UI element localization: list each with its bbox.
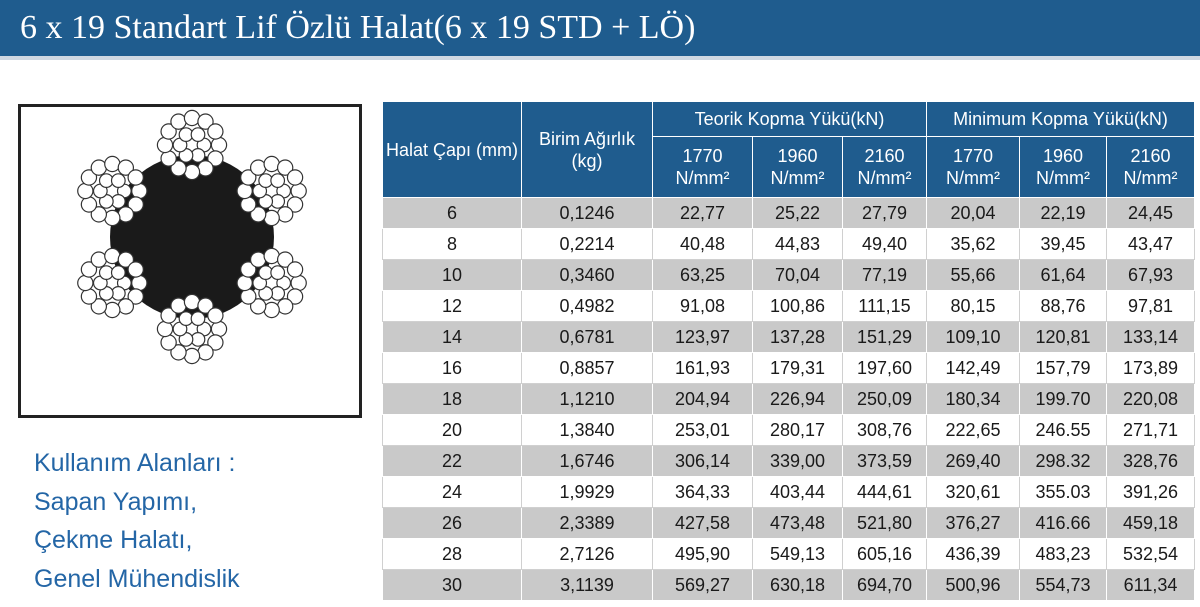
table-cell: 269,40 (927, 446, 1020, 477)
table-cell: 220,08 (1107, 384, 1195, 415)
table-cell: 26 (383, 508, 522, 539)
table-cell: 0,2214 (522, 229, 653, 260)
wire (191, 128, 205, 142)
table-cell: 80,15 (927, 291, 1020, 322)
table-cell: 24,45 (1107, 198, 1195, 229)
table-cell: 298.32 (1020, 446, 1107, 477)
table-cell: 6 (383, 198, 522, 229)
table-cell: 253,01 (653, 415, 753, 446)
table-cell: 16 (383, 353, 522, 384)
wire (278, 207, 293, 222)
table-cell: 391,26 (1107, 477, 1195, 508)
table-cell: 197,60 (843, 353, 927, 384)
table-cell: 111,15 (843, 291, 927, 322)
table-cell: 67,93 (1107, 260, 1195, 291)
table-cell: 271,71 (1107, 415, 1195, 446)
table-cell: 226,94 (753, 384, 843, 415)
wire (291, 275, 306, 290)
table-cell: 173,89 (1107, 353, 1195, 384)
usage-item-towing: Çekme Halatı, (34, 526, 193, 554)
table-cell: 569,27 (653, 570, 753, 601)
table-cell: 532,54 (1107, 539, 1195, 570)
wire (264, 210, 279, 225)
wire (132, 275, 147, 290)
wire (287, 170, 302, 185)
wire (161, 335, 176, 350)
table-row (383, 322, 1195, 353)
wire (184, 294, 199, 309)
wire (211, 321, 226, 336)
table-row (383, 415, 1195, 446)
wire (157, 137, 172, 152)
table-cell: 27,79 (843, 198, 927, 229)
table-cell: 320,61 (927, 477, 1020, 508)
header-grade-minimum-1960 (1020, 137, 1107, 198)
wire (191, 312, 205, 326)
table-cell: 308,76 (843, 415, 927, 446)
wire (271, 174, 285, 188)
wire (208, 308, 223, 323)
table-cell: 473,48 (753, 508, 843, 539)
table-cell: 436,39 (927, 539, 1020, 570)
table-cell: 1,6746 (522, 446, 653, 477)
table-cell: 403,44 (753, 477, 843, 508)
table-cell: 120,81 (1020, 322, 1107, 353)
table-cell: 40,48 (653, 229, 753, 260)
header-grade-theoretical-1770 (653, 137, 753, 198)
rope-cross-section-icon (21, 107, 359, 415)
table-cell: 100,86 (753, 291, 843, 322)
wire (184, 348, 199, 363)
table-cell: 549,13 (753, 539, 843, 570)
usage-areas (34, 444, 240, 598)
rope-illustration-frame (18, 104, 362, 418)
table-cell: 355.03 (1020, 477, 1107, 508)
wire (157, 321, 172, 336)
table-cell: 0,3460 (522, 260, 653, 291)
grade-unit: N/mm² (857, 168, 912, 188)
header-diameter: Halat Çapı (mm) (383, 102, 522, 198)
table-cell: 70,04 (753, 260, 843, 291)
table-cell: 0,8857 (522, 353, 653, 384)
wire (291, 183, 306, 198)
table-cell: 280,17 (753, 415, 843, 446)
page-title: 6 x 19 Standart Lif Özlü Halat(6 x 19 STD + LÖ) (0, 0, 1200, 56)
table-row (383, 539, 1195, 570)
wire (237, 183, 252, 198)
wire (78, 275, 93, 290)
table-cell: 416.66 (1020, 508, 1107, 539)
table-cell: 88,76 (1020, 291, 1107, 322)
table-cell: 157,79 (1020, 353, 1107, 384)
title-divider (0, 56, 1200, 60)
wire (237, 275, 252, 290)
wire (105, 248, 120, 263)
wire (264, 248, 279, 263)
table-row (383, 260, 1195, 291)
table-cell: 133,14 (1107, 322, 1195, 353)
table-cell: 63,25 (653, 260, 753, 291)
header-grade-minimum-2160 (1107, 137, 1195, 198)
table-cell: 142,49 (927, 353, 1020, 384)
table-cell: 30 (383, 570, 522, 601)
table-cell: 2,7126 (522, 539, 653, 570)
table-cell: 8 (383, 229, 522, 260)
table-cell: 43,47 (1107, 229, 1195, 260)
header-grade-minimum-1770 (927, 137, 1020, 198)
table-cell: 180,34 (927, 384, 1020, 415)
breaking-load-table (382, 101, 1195, 601)
wire (91, 252, 106, 267)
wire (128, 262, 143, 277)
table-row (383, 384, 1195, 415)
table-cell: 20 (383, 415, 522, 446)
wire (251, 160, 266, 175)
wire (105, 156, 120, 171)
wire (105, 210, 120, 225)
wire (118, 299, 133, 314)
table-cell: 427,58 (653, 508, 753, 539)
table-cell: 373,59 (843, 446, 927, 477)
table-cell: 459,18 (1107, 508, 1195, 539)
table-cell: 376,27 (927, 508, 1020, 539)
table-cell: 1,9929 (522, 477, 653, 508)
wire (264, 156, 279, 171)
table-cell: 0,4982 (522, 291, 653, 322)
table-cell: 49,40 (843, 229, 927, 260)
table-cell: 306,14 (653, 446, 753, 477)
table-cell: 91,08 (653, 291, 753, 322)
table-cell: 24 (383, 477, 522, 508)
table-cell: 61,64 (1020, 260, 1107, 291)
wire (271, 266, 285, 280)
wire (211, 137, 226, 152)
table-cell: 10 (383, 260, 522, 291)
table-cell: 35,62 (927, 229, 1020, 260)
header-grade-theoretical-1960 (753, 137, 843, 198)
header-grade-theoretical-2160 (843, 137, 927, 198)
table-cell: 22 (383, 446, 522, 477)
table-cell: 0,1246 (522, 198, 653, 229)
wire (112, 174, 126, 188)
table-cell: 20,04 (927, 198, 1020, 229)
usage-item-sling: Sapan Yapımı, (34, 487, 198, 516)
table-row (383, 508, 1195, 539)
wire (81, 289, 96, 304)
table-cell: 14 (383, 322, 522, 353)
grade-value: 2160 (1130, 146, 1171, 166)
table-cell: 0,6781 (522, 322, 653, 353)
table-cell: 204,94 (653, 384, 753, 415)
table-cell: 18 (383, 384, 522, 415)
table-row (383, 229, 1195, 260)
table-cell: 364,33 (653, 477, 753, 508)
wire (278, 299, 293, 314)
table-cell: 22,19 (1020, 198, 1107, 229)
usage-heading: Kullanım Alanları : (34, 449, 236, 477)
wire (241, 289, 256, 304)
table-cell: 483,23 (1020, 539, 1107, 570)
header-unit-weight: Birim Ağırlık (kg) (522, 102, 653, 198)
table-row (383, 446, 1195, 477)
grade-unit: N/mm² (946, 168, 1000, 188)
grade-value: 1770 (952, 146, 994, 166)
wire (208, 124, 223, 139)
table-cell: 611,34 (1107, 570, 1195, 601)
table-cell: 339,00 (753, 446, 843, 477)
header-theoretical-breaking-load: Teorik Kopma Yükü(kN) (653, 102, 927, 137)
wire (81, 197, 96, 212)
grade-unit: N/mm² (770, 168, 825, 188)
table-cell: 39,45 (1020, 229, 1107, 260)
wire (112, 266, 126, 280)
table-cell: 97,81 (1107, 291, 1195, 322)
table-cell: 123,97 (653, 322, 753, 353)
table-cell: 328,76 (1107, 446, 1195, 477)
table-cell: 250,09 (843, 384, 927, 415)
grade-unit: N/mm² (675, 168, 730, 188)
wire (287, 262, 302, 277)
table-row (383, 291, 1195, 322)
wire (171, 114, 186, 129)
table-cell: 22,77 (653, 198, 753, 229)
wire (251, 252, 266, 267)
table-cell: 199.70 (1020, 384, 1107, 415)
table-row (383, 353, 1195, 384)
header-minimum-breaking-load: Minimum Kopma Yükü(kN) (927, 102, 1195, 137)
wire (105, 302, 120, 317)
table-cell: 554,73 (1020, 570, 1107, 601)
table-cell: 3,1139 (522, 570, 653, 601)
table-cell: 444,61 (843, 477, 927, 508)
table-cell: 28 (383, 539, 522, 570)
grade-value: 1770 (682, 146, 723, 166)
grade-unit: N/mm² (1036, 168, 1090, 188)
wire (198, 161, 213, 176)
table-cell: 2,3389 (522, 508, 653, 539)
table-cell: 222,65 (927, 415, 1020, 446)
wire (264, 302, 279, 317)
grade-unit: N/mm² (1123, 168, 1178, 188)
wire (184, 110, 199, 125)
wire (91, 160, 106, 175)
wire (161, 151, 176, 166)
table-cell: 77,19 (843, 260, 927, 291)
table-cell: 179,31 (753, 353, 843, 384)
table-cell: 495,90 (653, 539, 753, 570)
wire (184, 164, 199, 179)
table-cell: 521,80 (843, 508, 927, 539)
wire (78, 183, 93, 198)
table-cell: 25,22 (753, 198, 843, 229)
grade-value: 2160 (864, 146, 905, 166)
table-cell: 161,93 (653, 353, 753, 384)
wire (128, 170, 143, 185)
table-cell: 12 (383, 291, 522, 322)
table-cell: 137,28 (753, 322, 843, 353)
wire (241, 197, 256, 212)
table-cell: 109,10 (927, 322, 1020, 353)
table-cell: 1,3840 (522, 415, 653, 446)
table-cell: 500,96 (927, 570, 1020, 601)
grade-value: 1960 (777, 146, 818, 166)
wire (132, 183, 147, 198)
table-row (383, 198, 1195, 229)
table-cell: 605,16 (843, 539, 927, 570)
wire (118, 207, 133, 222)
grade-value: 1960 (1042, 146, 1084, 166)
table-cell: 1,1210 (522, 384, 653, 415)
table-cell: 694,70 (843, 570, 927, 601)
wire (198, 345, 213, 360)
table-cell: 55,66 (927, 260, 1020, 291)
table-cell: 151,29 (843, 322, 927, 353)
table-row (383, 477, 1195, 508)
table-cell: 630,18 (753, 570, 843, 601)
table-cell: 246.55 (1020, 415, 1107, 446)
wire (171, 298, 186, 313)
table-row (383, 570, 1195, 601)
usage-item-engineering: Genel Mühendislik (34, 564, 240, 593)
table-cell: 44,83 (753, 229, 843, 260)
